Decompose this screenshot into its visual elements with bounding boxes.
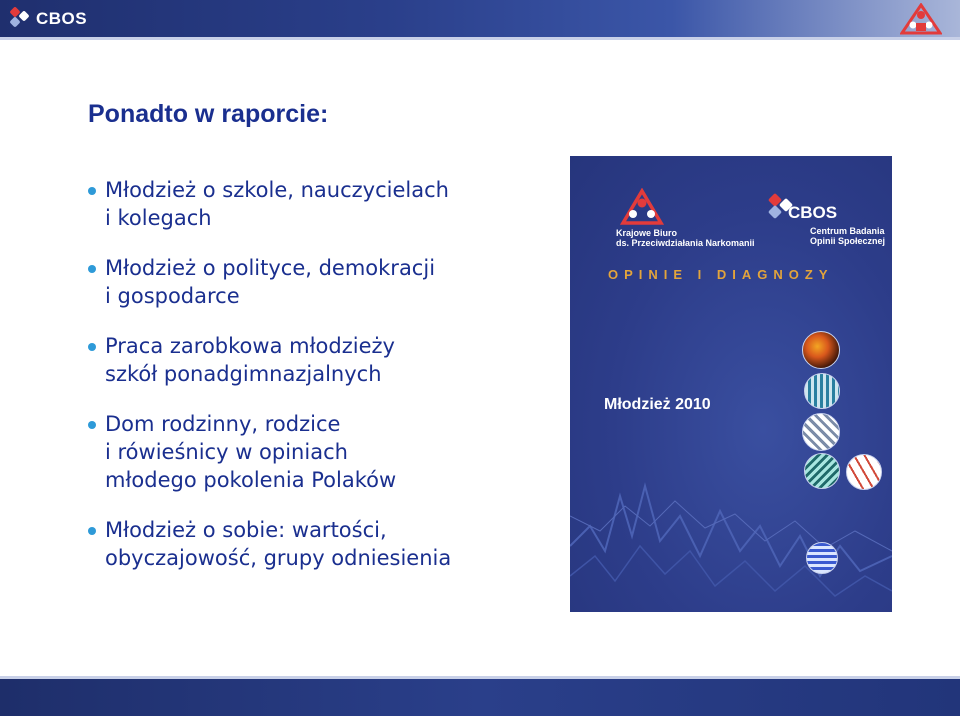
cover-brand-kbpn [616,228,755,248]
cover-brand-cbos: CBOS [788,203,838,222]
logo-text: CBOS [36,9,88,28]
bullet-list [86,176,556,594]
kbpn-logo [900,3,942,39]
bullet-item [86,332,556,388]
cover-title: Młodzież 2010 [604,396,711,413]
bullet-dot-icon [88,527,96,535]
bullet-item [86,176,556,232]
bullet-line: i rówieśnicy w opiniach [105,440,348,464]
bullet-line: i gospodarce [105,284,240,308]
bullet-line: Młodzież o polityce, demokracji [105,256,436,280]
cover-brand-cbos-sub [810,226,885,246]
cover-wave-decoration [570,456,892,612]
bullet-dot-icon [88,343,96,351]
bullet-line: Praca zarobkowa młodzieży [105,334,395,358]
bullet-item [86,410,556,494]
cover-ball-image [846,454,882,490]
cover-ball-image [804,453,840,489]
bullet-line: Młodzież o szkole, nauczycielach [105,178,449,202]
bullet-line: Dom rodzinny, rodzice [105,412,341,436]
cover-ball-image [802,331,840,369]
cover-series-title: OPINIE I DIAGNOZY [608,267,834,282]
footer-bar [0,676,960,716]
kbpn-cover-logo-icon [620,188,664,226]
bullet-dot-icon [88,265,96,273]
bullet-dot-icon [88,187,96,195]
bullet-item [86,254,556,310]
slide-title: Ponadto w raporcie: [88,100,329,128]
cover-brand-line: Opinii Społecznej [810,236,886,246]
cover-brand-line: ds. Przeciwdziałania Narkomanii [616,238,755,248]
kbpn-logo-icon [900,3,942,35]
bullet-item [86,516,556,572]
bullet-line: obyczajowość, grupy odniesienia [105,546,452,570]
bullet-line: młodego pokolenia Polaków [105,468,397,492]
cover-ball-image [806,542,838,574]
cover-ball-image [802,413,840,451]
bullet-line: Młodzież o sobie: wartości, [105,518,387,542]
report-cover-image [570,156,892,612]
bullet-line: i kolegach [105,206,212,230]
header-bar [0,0,960,40]
cover-brand-line: Centrum Badania [810,226,885,236]
cover-brand-line: Krajowe Biuro [616,228,678,238]
cbos-logo-icon [8,6,32,32]
cover-ball-image [804,373,840,409]
cbos-logo [8,6,87,32]
bullet-line: szkół ponadgimnazjalnych [105,362,382,386]
bullet-dot-icon [88,421,96,429]
